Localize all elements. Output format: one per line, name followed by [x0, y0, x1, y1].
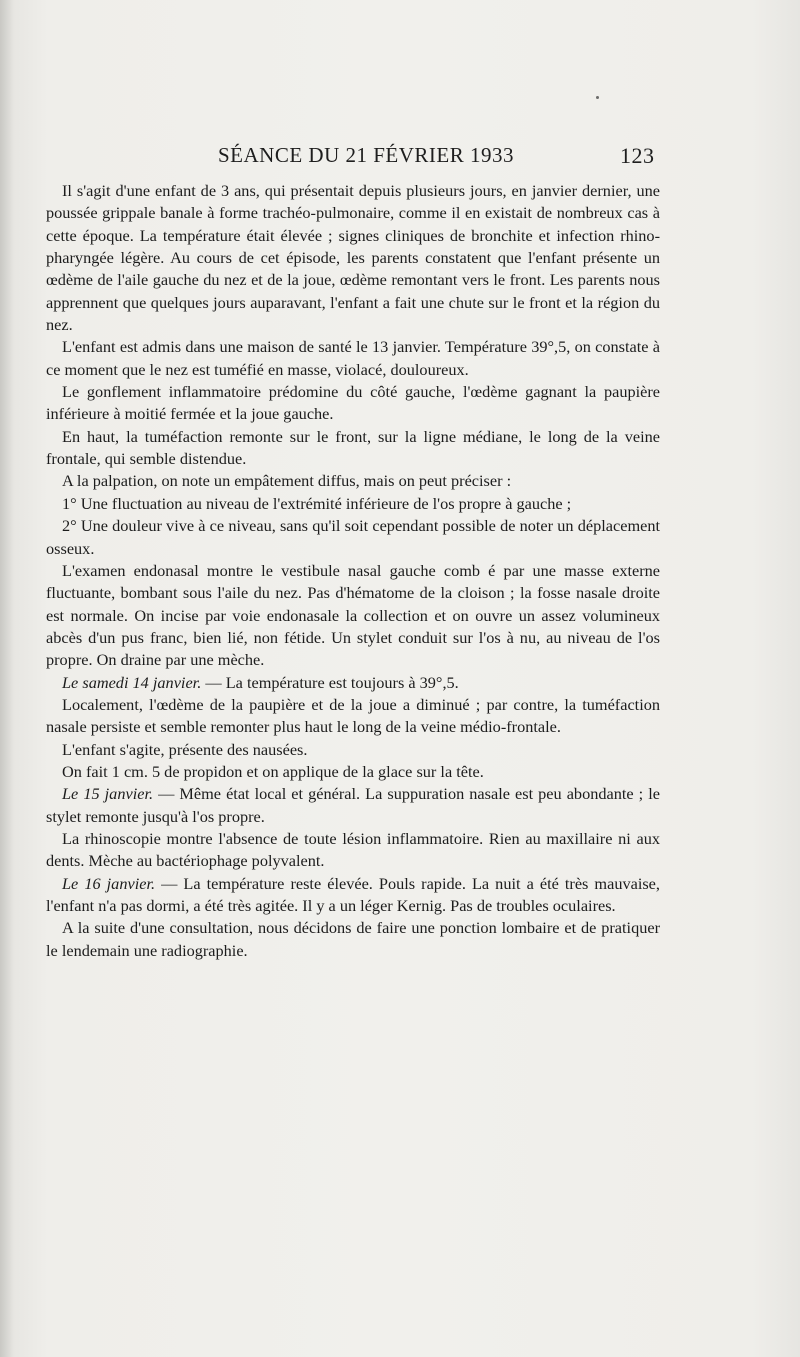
paragraph: [46, 739, 660, 761]
paragraph: [46, 783, 660, 828]
paragraph-text: Localement, l'œdème de la paupière et de la joue a diminué ; par contre, la tuméfaction nasale persiste et semble remonter plus haut le long de la veine médio-frontale.: [46, 694, 660, 737]
paragraph: [46, 470, 660, 492]
page-header: [0, 143, 800, 173]
paragraph: [46, 180, 660, 336]
paragraph-text: 1° Une fluctuation au niveau de l'extrémité inférieure de l'os propre à gauche ;: [62, 493, 572, 513]
date-heading: Le 15 janvier.: [62, 784, 154, 804]
paragraph-text: A la palpation, on note un empâtement diffus, mais on peut préciser :: [62, 471, 512, 491]
running-head: SÉANCE DU 21 FÉVRIER 1933: [218, 143, 515, 167]
paragraph: [46, 493, 660, 515]
paragraph-text: On fait 1 cm. 5 de propidon et on applique de la glace sur la tête.: [62, 761, 484, 781]
paragraph: [46, 336, 660, 381]
paragraph: [46, 515, 660, 560]
paragraph: [46, 694, 660, 739]
paragraph: [46, 873, 660, 918]
paragraph-text: En haut, la tuméfaction remonte sur le front, sur la ligne médiane, le long de la veine frontale, qui semble distendue.: [46, 426, 660, 469]
body-text: [46, 180, 660, 962]
paragraph: [46, 426, 660, 471]
paragraph-text: — La température reste élevée. Pouls rapide. La nuit a été très mauvaise, l'enfant n'a pas dormi, a été très agitée. Il y a un léger Kernig. Pas de troubles oculaires.: [46, 873, 660, 915]
page-spine-shadow: [0, 0, 14, 1357]
paragraph-text: — Même état local et général. La suppuration nasale est peu abondante ; le stylet remonte jusqu'à l'os propre.: [46, 784, 660, 826]
date-heading: Le samedi 14 janvier.: [62, 672, 202, 692]
paragraph: [46, 828, 660, 873]
paragraph-text: 2° Une douleur vive à ce niveau, sans qu'il soit cependant possible de noter un déplacement osseux.: [46, 516, 660, 558]
paragraph-text: A la suite d'une consultation, nous décidons de faire une ponction lombaire et de pratiquer le lendemain une radiographie.: [46, 918, 660, 960]
paragraph: [46, 672, 660, 694]
paragraph: [46, 381, 660, 426]
paragraph-text: La rhinoscopie montre l'absence de toute lésion inflammatoire. Rien au maxillaire ni aux dents. Mèche au bactériophage polyvalent.: [46, 828, 660, 871]
paper-speck: [596, 96, 599, 99]
paragraph-text: Il s'agit d'une enfant de 3 ans, qui présentait depuis plusieurs jours, en janvier dernier, une poussée grippale banale à forme trachéo-pulmonaire, comme il en existait de nombreux cas à cette époque. La température était élevée ; signes cliniques de bronchite et infection rhino-pharyngée légère. Au cours de cet épisode, les parents constatent que l'enfant présente un œdème de l'aile gauche du nez et de la joue, œdème remontant vers le front. Les parents nous apprennent que quelques jours auparavant, l'enfant a fait une chute sur le front et la région du nez.: [46, 181, 660, 335]
page-number: 123: [620, 143, 655, 168]
paragraph: [46, 560, 660, 672]
paragraph-text: — La température est toujours à 39°,5.: [201, 672, 459, 692]
paragraph-text: Le gonflement inflammatoire prédomine du côté gauche, l'œdème gagnant la paupière inférieure à moitié fermée et la joue gauche.: [46, 382, 660, 424]
date-heading: Le 16 janvier.: [62, 873, 156, 893]
paragraph-text: L'enfant s'agite, présente des nausées.: [62, 739, 308, 759]
paragraph-text: L'enfant est admis dans une maison de santé le 13 janvier. Température 39°,5, on constate à ce moment que le nez est tuméfié en masse, violacé, douloureux.: [46, 337, 660, 379]
paragraph: [46, 761, 660, 783]
paragraph-text: L'examen endonasal montre le vestibule nasal gauche comb é par une masse externe fluctuante, bombant sous l'aile du nez. Pas d'hématome de la cloison ; la fosse nasale droite est normale. On incise par voie endonasale la collection et on ouvre un assez volumineux abcès d'un pus franc, bien lié, non fétide. Un stylet conduit sur l'os à nu, au niveau de l'os propre. On draine par une mèche.: [46, 560, 660, 670]
paragraph: [46, 917, 660, 962]
